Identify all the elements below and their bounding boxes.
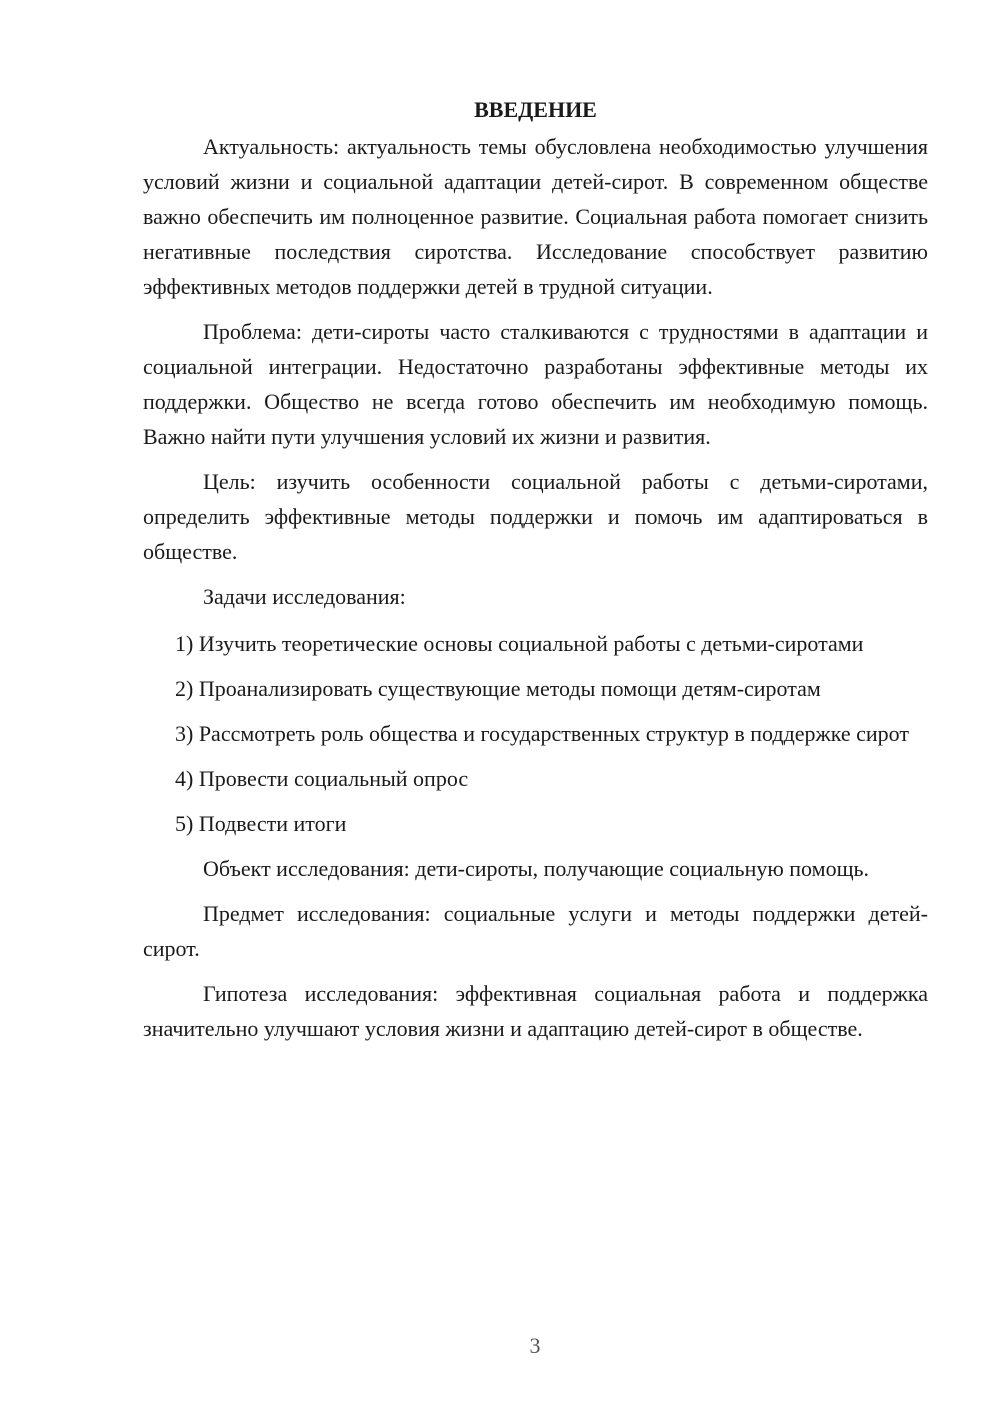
paragraph-hypothesis: Гипотеза исследования: эффективная социальная работа и поддержка значительно улучшают условия жизни и адаптацию детей-сирот в обществе.: [143, 981, 928, 1041]
document-title: ВВЕДЕНИЕ: [474, 97, 597, 122]
tasks-heading: Задачи исследования:: [203, 584, 406, 609]
document-page: [143, 92, 928, 1056]
tasks-list: [143, 626, 928, 841]
paragraph-relevance: Актуальность: актуальность темы обусловлена необходимостью улучшения условий жизни и социальной адаптации детей-сирот. В современном обществе важно обеспечить им полноценное развитие. Социальная работа помогает снизить негативные последствия сиротства. Исследование способствует развитию эффективных методов поддержки детей в трудной ситуации.: [143, 134, 928, 299]
task-item: 1) Изучить теоретические основы социальной работы с детьми-сиротами: [175, 631, 864, 656]
task-item: 4) Провести социальный опрос: [175, 766, 469, 791]
task-item: 3) Рассмотреть роль общества и государственных структур в поддержке сирот: [175, 721, 909, 746]
paragraph-problem: Проблема: дети-сироты часто сталкиваются с трудностями в адаптации и социальной интеграции. Недостаточно разработаны эффективные методы их поддержки. Общество не всегда готово обеспечить им необходимую помощь. Важно найти пути улучшения условий их жизни и развития.: [143, 319, 928, 449]
paragraph-subject: Предмет исследования: социальные услуги и методы поддержки детей-сирот.: [143, 901, 928, 961]
task-item: 2) Проанализировать существующие методы помощи детям-сиротам: [175, 676, 821, 701]
paragraph-object: Объект исследования: дети-сироты, получающие социальную помощь.: [203, 856, 870, 881]
paragraph-goal: Цель: изучить особенности социальной работы с детьми-сиротами, определить эффективные методы поддержки и помочь им адаптироваться в обществе.: [143, 469, 928, 564]
page-number: 3: [529, 1333, 541, 1358]
task-item: 5) Подвести итоги: [175, 811, 347, 836]
